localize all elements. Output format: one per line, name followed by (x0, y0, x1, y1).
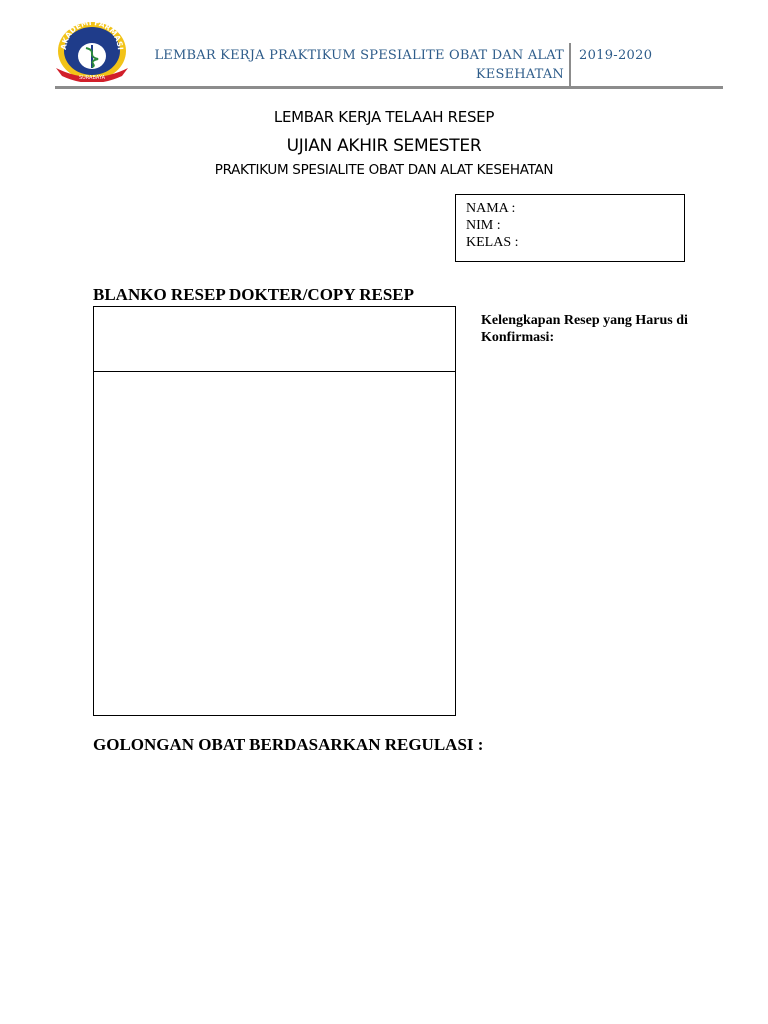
confirmation-label: Kelengkapan Resep yang Harus di Konfirmasi: (481, 313, 688, 345)
header-rule (55, 86, 723, 89)
header-title-line2: KESEHATAN (475, 67, 564, 82)
identity-box[interactable] (455, 194, 685, 262)
header-divider (569, 43, 571, 86)
worksheet-title: LEMBAR KERJA TELAAH RESEP (273, 108, 495, 126)
name-label: NAMA : (466, 201, 516, 216)
logo-text: AKADEMI FARMASI (58, 18, 125, 51)
exam-title: UJIAN AKHIR SEMESTER (286, 136, 482, 156)
prescription-body-box[interactable] (93, 371, 456, 716)
prescription-heading: BLANKO RESEP DOKTER/COPY RESEP (93, 285, 415, 304)
header-title-line1: LEMBAR KERJA PRAKTIKUM SPESIALITE OBAT DAN ALAT (154, 48, 564, 63)
regulation-heading: GOLONGAN OBAT BERDASARKAN REGULASI : (93, 735, 484, 754)
nim-label: NIM : (466, 218, 501, 233)
logo-subtext: SURABAYA (78, 75, 106, 81)
academy-logo (52, 18, 132, 82)
class-label: KELAS : (466, 235, 519, 250)
course-title: PRAKTIKUM SPESIALITE OBAT DAN ALAT KESEHATAN (214, 162, 554, 178)
header-title (140, 46, 564, 84)
header-year: 2019-2020 (579, 48, 653, 63)
prescription-header-box[interactable] (93, 306, 456, 372)
